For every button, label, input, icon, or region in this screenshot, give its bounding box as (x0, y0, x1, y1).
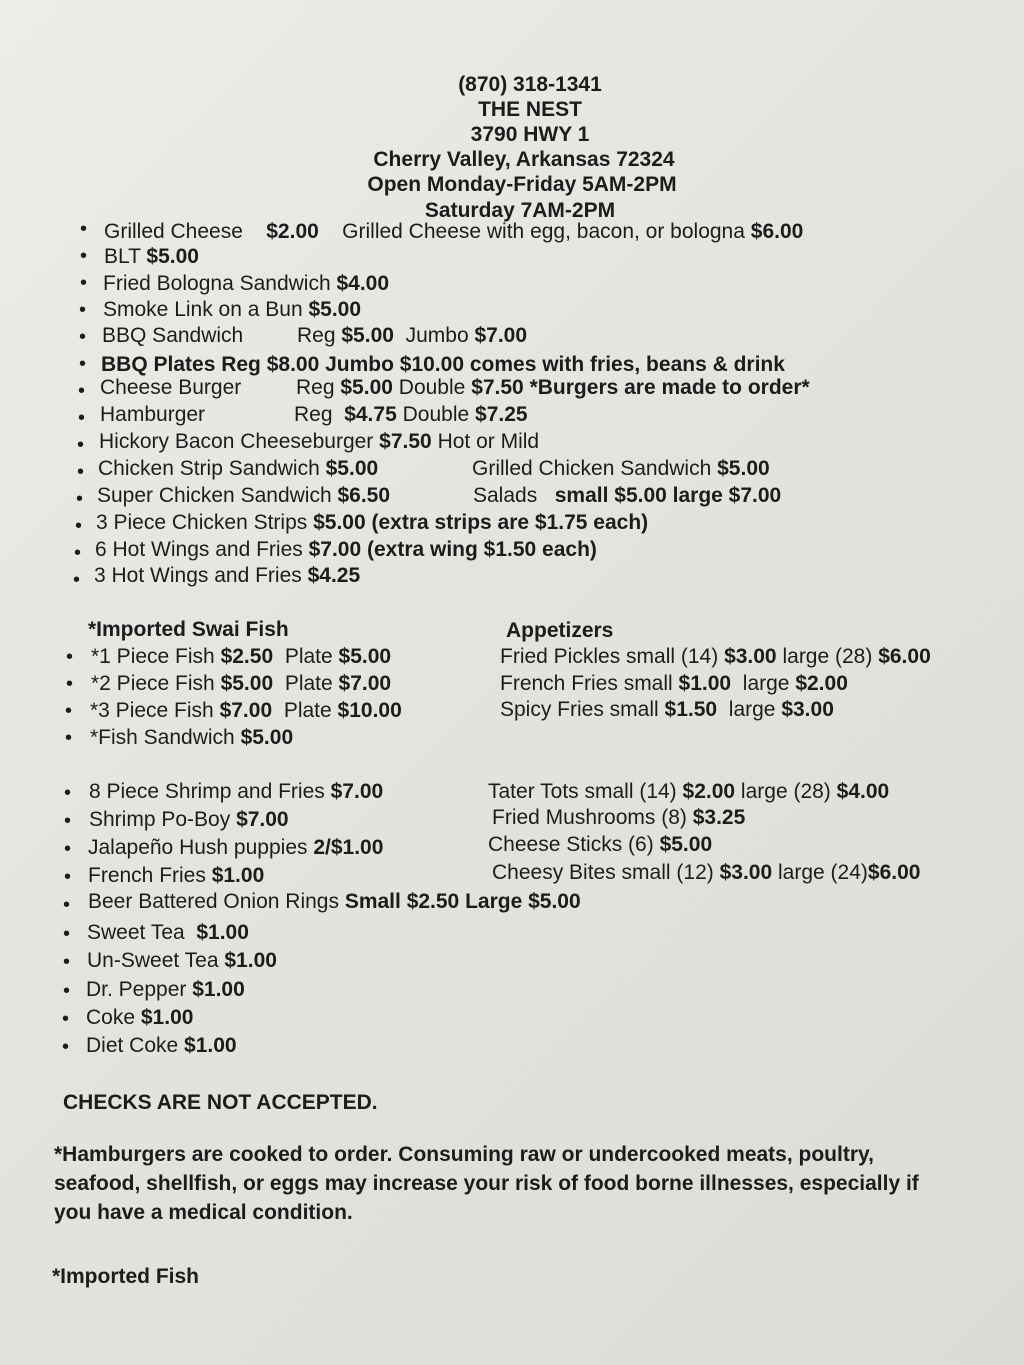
item-name: Cheese Burger (100, 376, 242, 399)
bullet: • (65, 727, 73, 749)
item-size: Plate (284, 645, 333, 668)
item-name: Chicken Strip Sandwich (98, 457, 320, 480)
bullet: • (75, 515, 83, 537)
list-item (91, 644, 391, 670)
item-price: $5.00 (659, 833, 713, 856)
item-size: large (24) (778, 861, 868, 884)
item-price: $1.00 (184, 1034, 237, 1057)
list-item (90, 698, 402, 724)
list-item (488, 779, 889, 805)
list-item (500, 697, 834, 723)
list-item (492, 805, 745, 831)
list-item (100, 402, 528, 428)
list-item (103, 297, 361, 323)
item-price: Small $2.50 Large $5.00 (344, 890, 581, 913)
item-size: Reg (294, 403, 333, 426)
bullet: • (63, 980, 71, 1002)
item-price: $6.00 (750, 220, 804, 243)
item-price: $5.00 (extra strips are $1.75 each) (313, 511, 649, 534)
item-name: 6 Hot Wings and Fries (95, 538, 303, 561)
item-name: 3 Hot Wings and Fries (94, 564, 302, 587)
item-name: Diet Coke (86, 1034, 179, 1057)
bullet: • (78, 407, 86, 429)
item-price: $4.75 (344, 403, 397, 426)
item-price: $5.00 (338, 645, 392, 668)
list-item (87, 948, 277, 974)
item-price: $7.00 (338, 672, 392, 695)
list-item: BBQ Plates Reg $8.00 Jumbo $10.00 comes with fries, beans & drink (101, 353, 785, 376)
item-price: $1.50 (664, 698, 718, 721)
item-name: Tater Tots small (14) (488, 780, 677, 803)
list-item (87, 920, 249, 946)
item-size: Plate (283, 699, 332, 722)
item-name: Coke (86, 1006, 136, 1029)
item-name: BBQ Sandwich (102, 324, 244, 347)
item-price: $1.00 (140, 1006, 194, 1029)
item-price: small $5.00 large $7.00 (554, 484, 782, 507)
item-price: $5.00 (325, 457, 379, 480)
item-price: $1.00 (192, 978, 245, 1001)
item-name: Hamburger (100, 403, 206, 426)
item-name: Un-Sweet Tea (87, 949, 219, 972)
item-size: large (28) (740, 780, 831, 803)
bullet: • (80, 245, 88, 267)
phone-number: (870) 318-1341 (458, 73, 602, 96)
item-price: $3.00 (719, 861, 773, 884)
item-price: $2.00 (266, 220, 319, 243)
bullet: • (74, 542, 82, 564)
city: Cherry Valley, Arkansas 72324 (373, 148, 675, 171)
bullet: • (62, 1008, 70, 1030)
item-name: Salads (473, 484, 538, 507)
list-item (96, 510, 648, 536)
item-price: $7.00 (236, 808, 289, 831)
bullet: • (80, 272, 88, 294)
bullet: • (78, 380, 86, 402)
item-price: $3.25 (692, 806, 746, 829)
item-name: Grilled Cheese with egg, bacon, or bologna (342, 220, 745, 243)
list-item (95, 537, 597, 563)
checks-notice: CHECKS ARE NOT ACCEPTED. (63, 1091, 378, 1114)
item-price: 2/$1.00 (313, 836, 384, 859)
item-size: large (742, 672, 790, 695)
list-item (89, 807, 289, 833)
list-item (86, 1005, 193, 1031)
item-name: Smoke Link on a Bun (103, 298, 303, 321)
item-name: Cheese Sticks (6) (488, 833, 654, 856)
list-item (88, 889, 581, 915)
fish-heading: *Imported Swai Fish (88, 618, 289, 641)
item-size: Reg (297, 324, 336, 347)
item-name: *2 Piece Fish (91, 672, 215, 695)
item-price: $7.00 (extra wing $1.50 each) (308, 538, 597, 561)
list-item (88, 835, 383, 861)
list-item (488, 832, 712, 858)
list-item (89, 779, 383, 805)
item-price: $5.00 (717, 457, 770, 480)
item-name: Jalapeño Hush puppies (88, 836, 308, 859)
item-size: Double (402, 403, 470, 426)
item-price: $7.25 (475, 403, 528, 426)
item-size: large (728, 698, 776, 721)
item-size: Plate (284, 672, 333, 695)
item-name: Spicy Fries small (500, 698, 659, 721)
item-name: Shrimp Po-Boy (89, 808, 231, 831)
item-price: $5.00 (341, 324, 394, 347)
bullet: • (64, 866, 72, 888)
item-price: $7.50 (471, 376, 524, 399)
bullet: • (64, 838, 72, 860)
item-name: Grilled Chicken Sandwich (472, 457, 712, 480)
item-price: $5.00 (240, 726, 294, 749)
item-name: Fried Bologna Sandwich (103, 272, 331, 295)
item-price: $10.00 (337, 699, 402, 722)
bullet: • (79, 326, 87, 348)
item-price: $4.00 (336, 272, 390, 295)
bullet: • (76, 488, 84, 510)
item-price: $5.00 (308, 298, 362, 321)
item-name: Grilled Cheese (104, 220, 243, 243)
list-item (104, 244, 199, 270)
appetizers-heading: Appetizers (506, 619, 614, 642)
bullet: • (80, 218, 88, 240)
item-price: $1.00 (196, 921, 249, 944)
item-price: $6.00 (878, 645, 931, 668)
item-name: Sweet Tea (87, 921, 185, 944)
list-item (500, 644, 931, 670)
list-item (86, 1033, 237, 1059)
item-name: BLT (104, 245, 141, 268)
item-size: Jumbo (405, 324, 469, 347)
item-name: Fried Mushrooms (8) (492, 806, 687, 829)
item-price: $2.50 (220, 645, 274, 668)
item-name: French Fries (88, 864, 206, 887)
item-price: $6.00 (867, 861, 921, 884)
hours-weekday: Open Monday-Friday 5AM-2PM (367, 173, 677, 196)
bullet: • (77, 434, 85, 456)
item-name: *1 Piece Fish (91, 645, 215, 668)
item-price: $5.00 (146, 245, 199, 268)
item-price: $5.00 (340, 376, 393, 399)
bullet: • (73, 569, 81, 591)
item-name: *3 Piece Fish (90, 699, 214, 722)
item-name: Fried Pickles small (14) (500, 645, 719, 668)
restaurant-name: THE NEST (478, 98, 582, 121)
list-item (492, 860, 920, 886)
list-item (90, 725, 293, 751)
bullet: • (65, 700, 73, 722)
list-item (97, 483, 782, 509)
list-item (98, 456, 770, 482)
item-price: $3.00 (724, 645, 777, 668)
item-price: $2.00 (795, 672, 848, 695)
item-name: Beer Battered Onion Rings (88, 890, 339, 913)
item-price: $5.00 (220, 672, 274, 695)
item-price: $4.25 (307, 564, 361, 587)
item-size: Double (398, 376, 466, 399)
item-price: $7.50 (379, 430, 432, 453)
item-size: Reg (296, 376, 335, 399)
imported-fish-note: *Imported Fish (52, 1265, 200, 1288)
item-price: $3.00 (781, 698, 834, 721)
list-item (104, 219, 803, 245)
item-price: $7.00 (219, 699, 273, 722)
item-name: Cheesy Bites small (12) (492, 861, 714, 884)
item-price: $1.00 (211, 864, 265, 887)
item-name: French Fries small (500, 672, 673, 695)
bullet: • (63, 894, 71, 916)
item-name: 3 Piece Chicken Strips (96, 511, 308, 534)
bullet: • (63, 923, 71, 945)
bullet: • (77, 461, 85, 483)
hours-saturday: Saturday 7AM-2PM (424, 199, 616, 222)
list-item (500, 671, 848, 697)
bullet: • (66, 646, 74, 668)
item-note: Hot or Mild (437, 430, 540, 453)
item-price: $7.00 (474, 324, 528, 347)
item-note: *Burgers are made to order* (529, 376, 810, 399)
item-price: $1.00 (678, 672, 732, 695)
item-price: $4.00 (836, 780, 890, 803)
item-name: Dr. Pepper (86, 978, 187, 1001)
list-item (91, 671, 391, 697)
item-name: Super Chicken Sandwich (97, 484, 332, 507)
bullet: • (63, 951, 71, 973)
item-price: $2.00 (682, 780, 736, 803)
item-name: Hickory Bacon Cheeseburger (99, 430, 374, 453)
item-name: 8 Piece Shrimp and Fries (89, 780, 325, 803)
bullet: • (64, 810, 72, 832)
item-size: large (28) (782, 645, 873, 668)
list-item (88, 863, 264, 889)
item-price: $7.00 (330, 780, 384, 803)
address: 3790 HWY 1 (470, 123, 590, 146)
food-safety-warning: *Hamburgers are cooked to order. Consuming raw or undercooked meats, poultry, seafood, shellfish, or eggs may increase your risk of food borne illnesses, especially if you have a medical condition. (54, 1143, 919, 1224)
list-item (94, 563, 360, 589)
item-price: $1.00 (224, 949, 277, 972)
list-item (102, 323, 528, 349)
list-item (99, 429, 539, 455)
item-price: $6.50 (337, 484, 391, 507)
bullet: • (79, 299, 87, 321)
list-item (103, 271, 389, 297)
bullet: • (79, 353, 87, 375)
bullet: • (66, 673, 74, 695)
item-name: *Fish Sandwich (90, 726, 235, 749)
list-item (100, 375, 810, 401)
bullet: • (62, 1036, 70, 1058)
bullet: • (64, 782, 72, 804)
list-item (86, 977, 245, 1003)
